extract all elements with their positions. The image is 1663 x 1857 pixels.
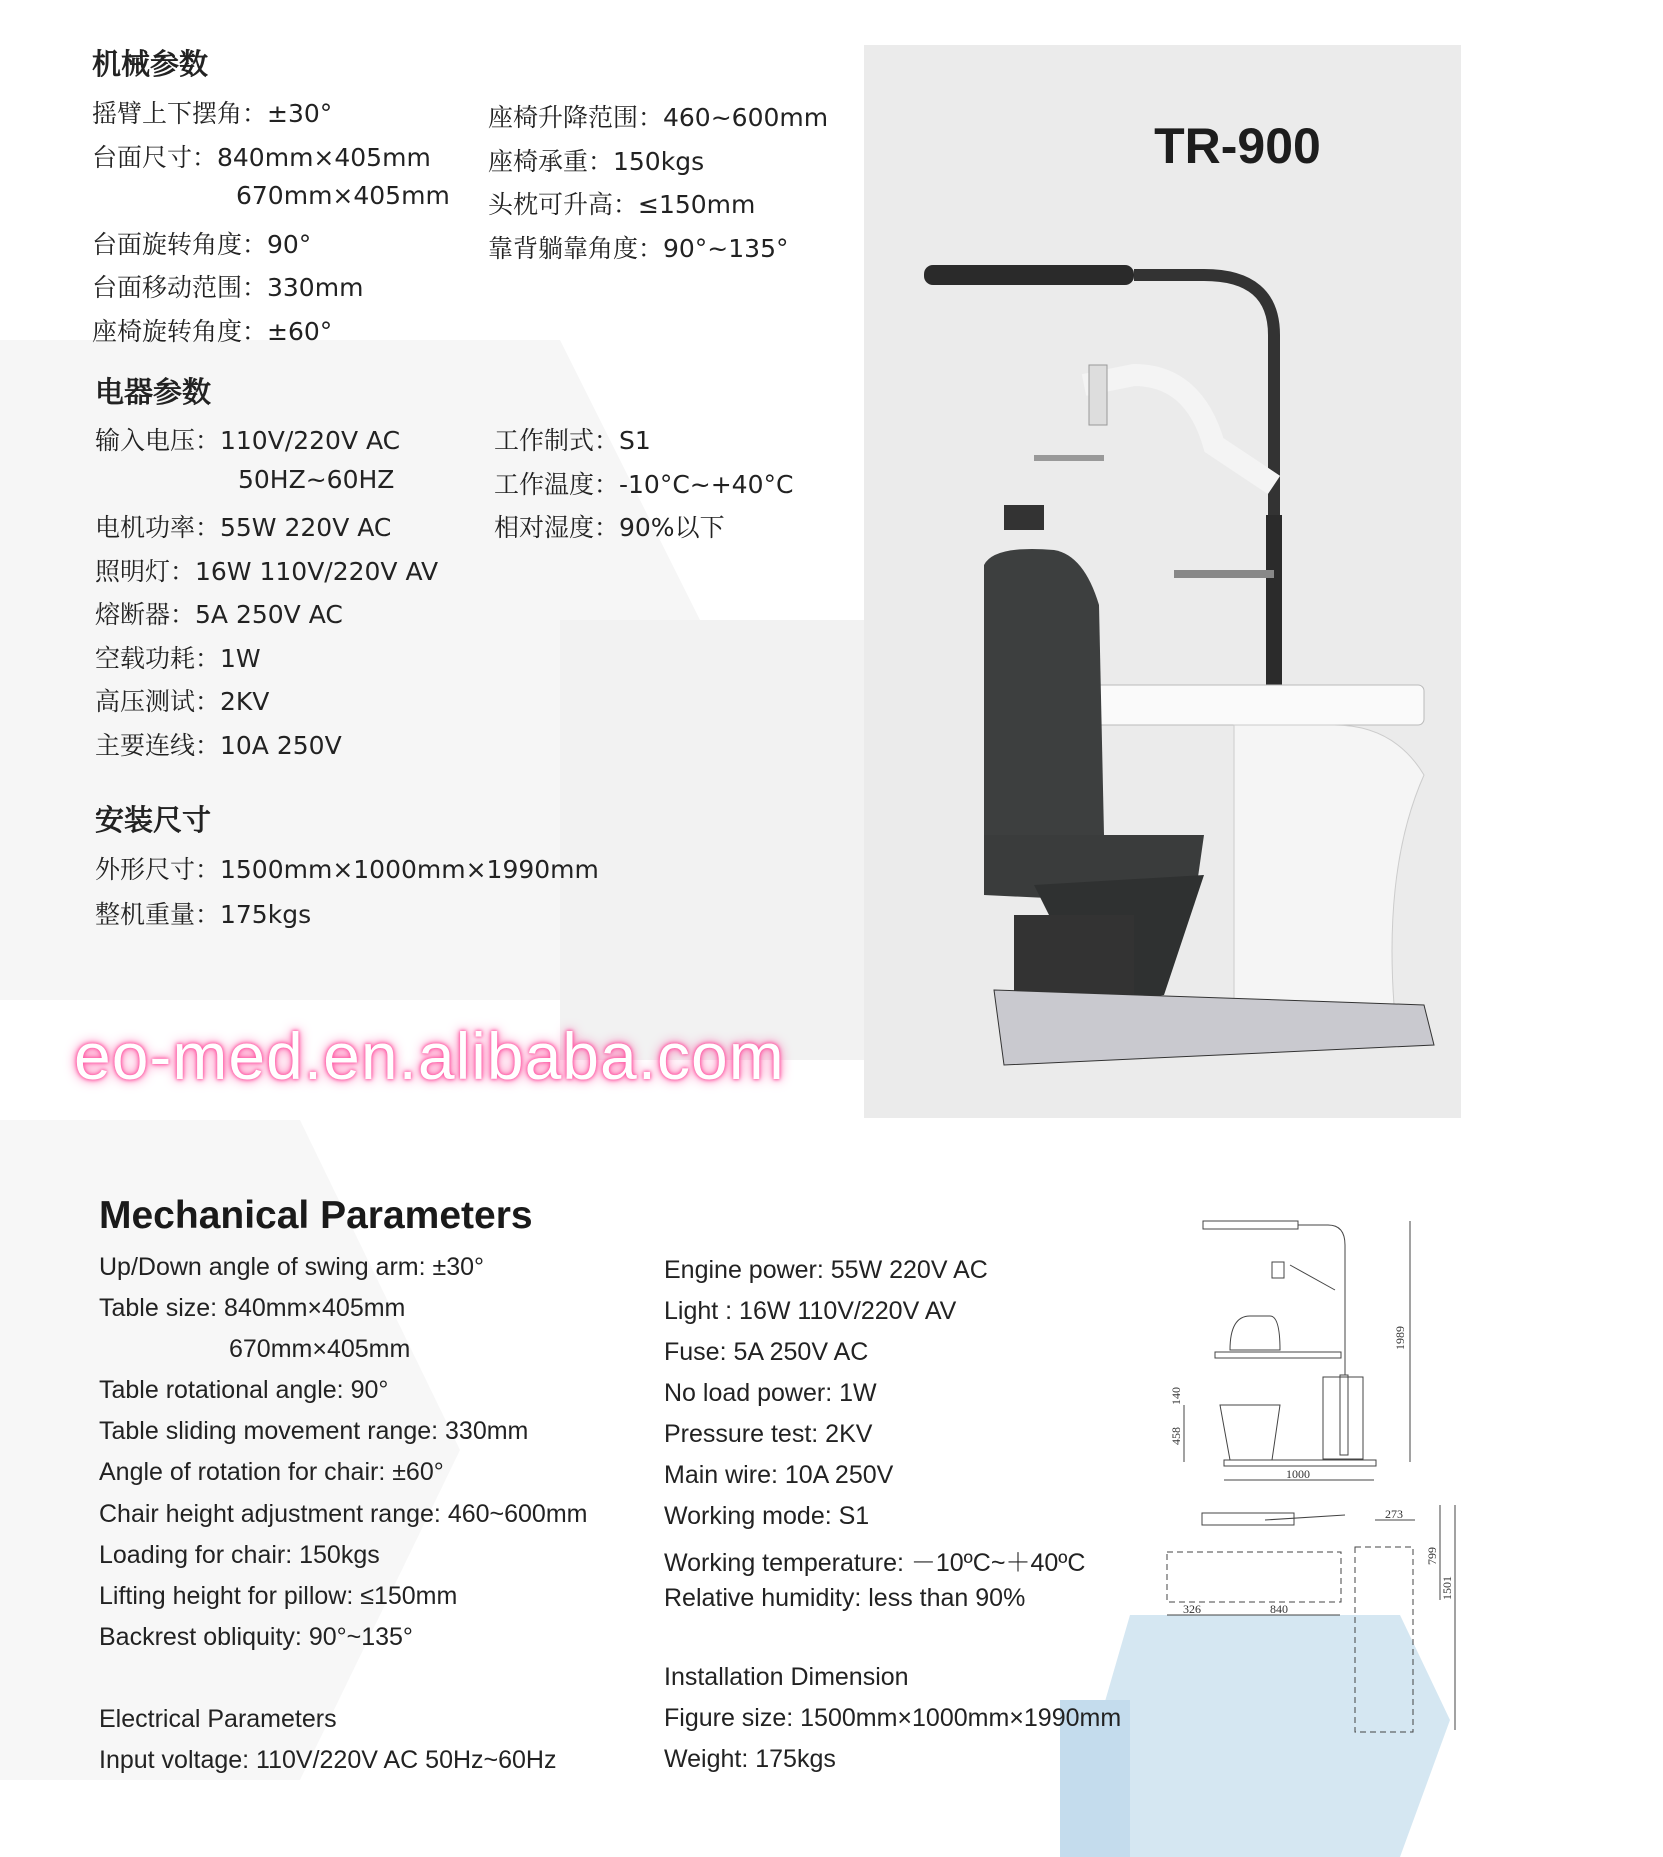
dim-label: 140 — [1169, 1387, 1183, 1405]
spec-line: Engine power: 55W 220V AC — [664, 1256, 988, 1284]
spec-line: Relative humidity: less than 90% — [664, 1584, 1026, 1612]
spec-line: No load power: 1W — [664, 1379, 877, 1407]
dim-label: 458 — [1169, 1427, 1183, 1445]
spec-line: Working temperature: －10ºC~＋40ºC — [664, 1549, 1086, 1577]
spec-line: Weight: 175kgs — [664, 1745, 836, 1773]
spec-line: Chair height adjustment range: 460~600mm — [99, 1500, 588, 1528]
spec-line: Up/Down angle of swing arm: ±30° — [99, 1253, 485, 1281]
spec-line: Table rotational angle: 90° — [99, 1376, 389, 1404]
dim-label: 799 — [1425, 1547, 1439, 1565]
spec-line: 工作制式：S1 — [494, 426, 651, 455]
spec-line: 台面尺寸：840mm×405mm — [92, 143, 431, 172]
model-name: TR-900 — [1154, 118, 1321, 174]
spec-line: Table sliding movement range: 330mm — [99, 1417, 529, 1445]
dim-label: 326 — [1183, 1602, 1201, 1616]
spec-line: 50HZ~60HZ — [238, 465, 395, 494]
spec-line: 头枕可升高：≤150mm — [488, 190, 756, 219]
en-mech-title: Mechanical Parameters — [99, 1194, 533, 1237]
spec-line: 座椅承重：150kgs — [488, 147, 705, 176]
spec-line: 照明灯：16W 110V/220V AV — [95, 557, 439, 586]
en-elec-title: Electrical Parameters — [99, 1705, 337, 1733]
spec-line: Fuse: 5A 250V AC — [664, 1338, 869, 1366]
spec-line: 相对湿度：90%以下 — [494, 513, 725, 542]
spec-line: Light : 16W 110V/220V AV — [664, 1297, 957, 1325]
spec-line: 外形尺寸：1500mm×1000mm×1990mm — [95, 855, 599, 884]
spec-line: 670mm×405mm — [236, 181, 450, 210]
spec-line: Table size: 840mm×405mm — [99, 1294, 406, 1322]
spec-line: Lifting height for pillow: ≤150mm — [99, 1582, 458, 1610]
spec-line: 输入电压：110V/220V AC — [95, 426, 401, 455]
chair-unit-illustration — [864, 45, 1461, 1118]
spec-line: 主要连线：10A 250V — [95, 731, 342, 760]
spec-line: 台面移动范围：330mm — [92, 273, 364, 302]
spec-line: 座椅升降范围：460~600mm — [488, 103, 829, 132]
dim-label: 1989 — [1393, 1326, 1407, 1350]
spec-line: 670mm×405mm — [229, 1335, 411, 1363]
spec-line: 空载功耗：1W — [95, 644, 261, 673]
cn-elec-title: 电器参数 — [95, 375, 212, 409]
spec-line: Figure size: 1500mm×1000mm×1990mm — [664, 1704, 1122, 1732]
spec-line: Angle of rotation for chair: ±60° — [99, 1458, 444, 1486]
spec-line: 台面旋转角度：90° — [92, 230, 312, 259]
spec-line: 熔断器：5A 250V AC — [95, 600, 343, 629]
dim-label: 1000 — [1286, 1467, 1310, 1481]
spec-line: 靠背躺靠角度：90°~135° — [488, 234, 789, 263]
cn-install-title: 安装尺寸 — [95, 803, 212, 837]
dim-label: 1501 — [1440, 1576, 1454, 1600]
spec-line: Backrest obliquity: 90°~135° — [99, 1623, 413, 1651]
spec-line: Input voltage: 110V/220V AC 50Hz~60Hz — [99, 1746, 557, 1774]
dim-label: 273 — [1385, 1507, 1403, 1521]
spec-line: 摇臂上下摆角：±30° — [92, 99, 333, 128]
spec-line: 座椅旋转角度：±60° — [92, 317, 333, 346]
watermark: eo-med.en.alibaba.com — [74, 1019, 785, 1093]
en-install-title: Installation Dimension — [664, 1663, 909, 1691]
spec-line: Loading for chair: 150kgs — [99, 1541, 380, 1569]
cn-mech-title: 机械参数 — [92, 47, 209, 81]
spec-line: 工作温度：-10°C~+40°C — [494, 470, 794, 499]
spec-line: 电机功率：55W 220V AC — [95, 513, 392, 542]
spec-line: 高压测试：2KV — [95, 687, 270, 716]
product-photo — [864, 45, 1461, 1118]
spec-line: Pressure test: 2KV — [664, 1420, 873, 1448]
dimension-diagram — [1160, 1200, 1460, 1840]
dim-label: 840 — [1270, 1602, 1288, 1616]
spec-line: Main wire: 10A 250V — [664, 1461, 894, 1489]
spec-line: Working mode: S1 — [664, 1502, 870, 1530]
spec-line: 整机重量：175kgs — [95, 900, 312, 929]
